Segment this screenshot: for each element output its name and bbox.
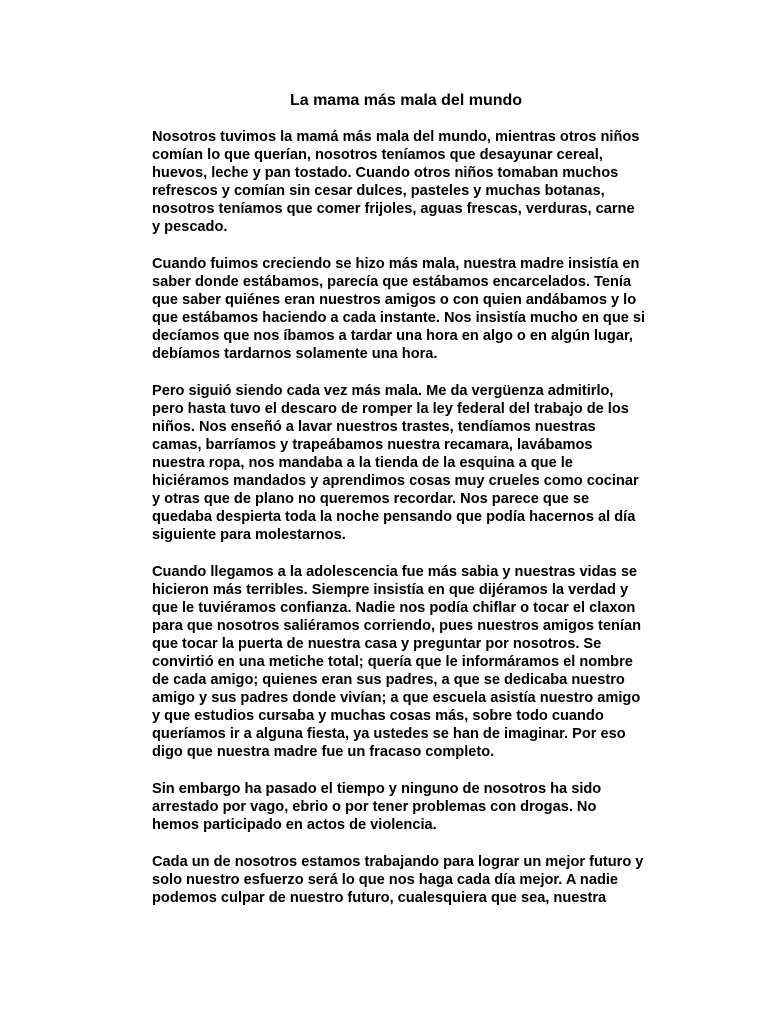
text-line: que tocar la puerta de nuestra casa y preguntar por nosotros. Se xyxy=(152,636,602,652)
text-line: camas, barríamos y trapeábamos nuestra recamara, lavábamos xyxy=(152,437,593,453)
text-line: podemos culpar de nuestro futuro, cualesquiera que sea, nuestra xyxy=(152,890,607,906)
text-line: que saber quiénes eran nuestros amigos o con quien andábamos y lo xyxy=(152,292,637,308)
text-line: quedaba despierta toda la noche pensando que podía hacernos al día xyxy=(152,509,636,525)
text-line: y que estudios cursaba y muchas cosas más, sobre todo cuando xyxy=(152,708,604,724)
paragraph xyxy=(152,382,672,544)
text-line: y otras que de plano no queremos recordar. Nos parece que se xyxy=(152,491,590,507)
text-line: hicieron más terribles. Siempre insistía en que dijéramos la verdad y xyxy=(152,582,629,598)
text-line: Nosotros tuvimos la mamá más mala del mundo, mientras otros niños xyxy=(152,129,640,145)
text-line: comían lo que querían, nosotros teníamos que desayunar cereal, xyxy=(152,147,603,163)
text-line: nosotros teníamos que comer frijoles, aguas frescas, verduras, carne xyxy=(152,201,635,217)
text-line: decíamos que nos íbamos a tardar una hora en algo o en algún lugar, xyxy=(152,328,633,344)
text-line: Sin embargo ha pasado el tiempo y ninguno de nosotros ha sido xyxy=(152,781,602,797)
text-line: siguiente para molestarnos. xyxy=(152,527,346,543)
text-line: hiciéramos mandados y aprendimos cosas muy crueles como cocinar xyxy=(152,473,639,489)
text-line: nuestra ropa, nos mandaba a la tienda de la esquina a que le xyxy=(152,455,573,471)
document-body xyxy=(152,128,672,926)
text-line: para que nosotros saliéramos corriendo, pues nuestros amigos tenían xyxy=(152,618,642,634)
text-line: pero hasta tuvo el descaro de romper la ley federal del trabajo de los xyxy=(152,401,629,417)
text-line: amigo y sus padres donde vivían; a que escuela asistía nuestro amigo xyxy=(152,690,641,706)
text-line: Cada un de nosotros estamos trabajando para lograr un mejor futuro y xyxy=(152,854,644,870)
text-line: Cuando llegamos a la adolescencia fue más sabia y nuestras vidas se xyxy=(152,564,638,580)
text-line: arrestado por vago, ebrio o por tener problemas con drogas. No xyxy=(152,799,597,815)
text-line: refrescos y comían sin cesar dulces, pasteles y muchas botanas, xyxy=(152,183,605,199)
text-line: niños. Nos enseñó a lavar nuestros trastes, tendíamos nuestras xyxy=(152,419,596,435)
paragraph xyxy=(152,128,672,236)
text-line: Pero siguió siendo cada vez más mala. Me da vergüenza admitirlo, xyxy=(152,383,614,399)
paragraph xyxy=(152,853,672,907)
paragraph xyxy=(152,255,672,363)
text-line: solo nuestro esfuerzo será lo que nos haga cada día mejor. A nadie xyxy=(152,872,619,888)
text-line: huevos, leche y pan tostado. Cuando otros niños tomaban muchos xyxy=(152,165,619,181)
text-line: digo que nuestra madre fue un fracaso completo. xyxy=(152,744,495,760)
text-line: y pescado. xyxy=(152,219,228,235)
text-line: Cuando fuimos creciendo se hizo más mala, nuestra madre insistía en xyxy=(152,256,640,272)
text-line: de cada amigo; quienes eran sus padres, a que se dedicaba nuestro xyxy=(152,672,625,688)
paragraph xyxy=(152,780,672,834)
text-line: que estábamos haciendo a cada instante. Nos insistía mucho en que si xyxy=(152,310,646,326)
document-title: La mama más mala del mundo xyxy=(289,92,523,109)
paragraph xyxy=(152,563,672,761)
text-line: queríamos ir a alguna fiesta, ya ustedes se han de imaginar. Por eso xyxy=(152,726,626,742)
text-line: debíamos tardarnos solamente una hora. xyxy=(152,346,438,362)
text-line: saber donde estábamos, parecía que estábamos encarcelados. Tenía xyxy=(152,274,632,290)
text-line: hemos participado en actos de violencia. xyxy=(152,817,437,833)
text-line: convirtió en una metiche total; quería que le informáramos el nombre xyxy=(152,654,633,670)
text-line: que le tuviéramos confianza. Nadie nos podía chiflar o tocar el claxon xyxy=(152,600,636,616)
